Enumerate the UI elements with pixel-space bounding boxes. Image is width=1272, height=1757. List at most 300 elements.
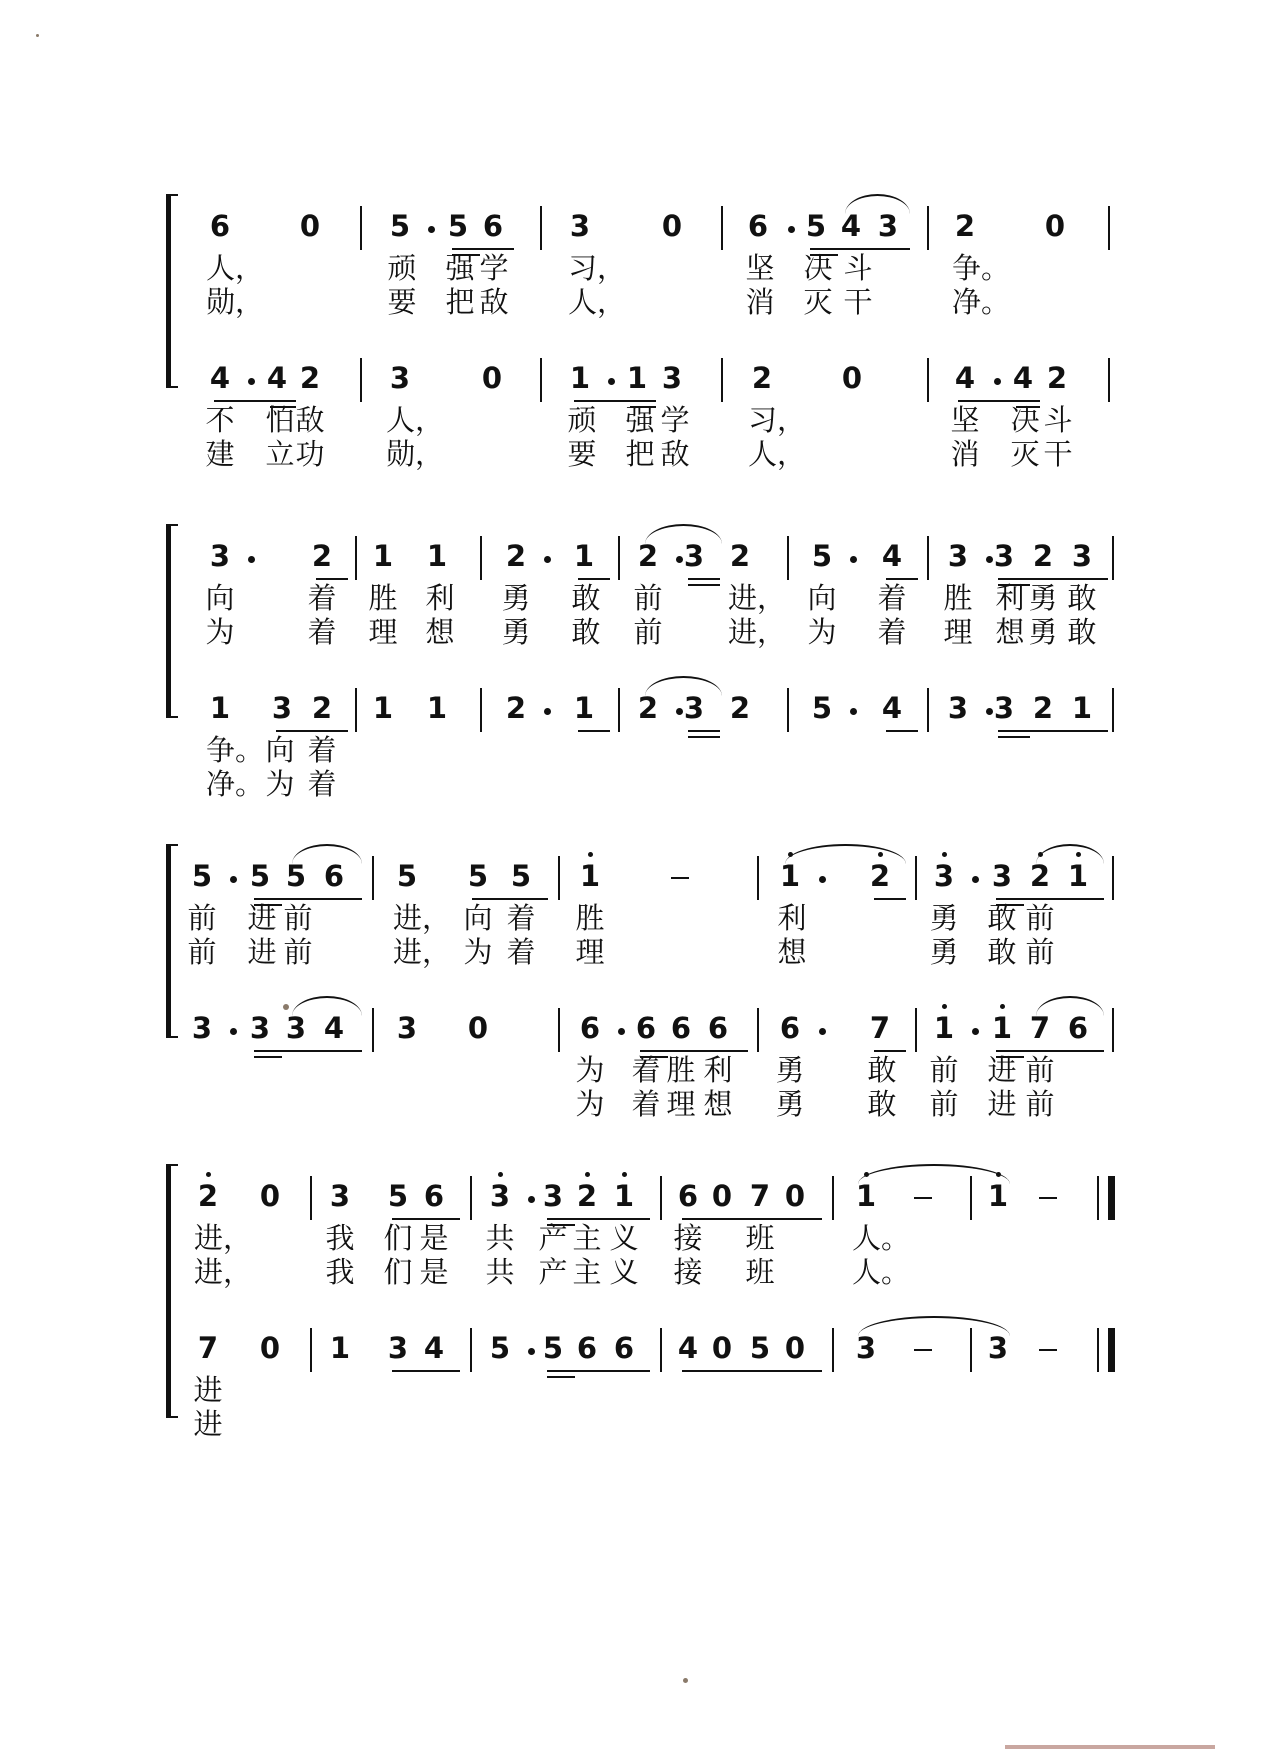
barline — [927, 206, 929, 250]
extension-dash — [671, 877, 689, 879]
barline — [832, 1176, 834, 1220]
note: 3 — [993, 539, 1015, 573]
barline — [1112, 1008, 1114, 1052]
extension-dash — [914, 1349, 932, 1351]
barline — [915, 856, 917, 900]
lyric-verse-1: 强 — [445, 251, 475, 285]
augmentation-dot — [544, 708, 551, 715]
lyric-verse-1: 向 — [265, 733, 295, 767]
lyric-verse-1: 班 — [745, 1221, 775, 1255]
lyric-verse-1: 前 — [1025, 1053, 1055, 1087]
augmentation-dot — [850, 708, 857, 715]
lyric-verse-2: 班 — [745, 1255, 775, 1289]
note: 3 — [387, 1331, 409, 1365]
note: 1 — [209, 691, 231, 725]
lyric-verse-2: 进 — [987, 1087, 1017, 1121]
lyric-verse-1: 人。 — [852, 1221, 911, 1255]
note: 0 — [661, 209, 683, 243]
beam-underline — [886, 730, 918, 732]
barline — [558, 1008, 560, 1052]
lyric-verse-2: 前 — [187, 935, 217, 969]
lyric-verse-2: 共 — [485, 1255, 515, 1289]
note: 1 — [329, 1331, 351, 1365]
lyric-verse-2: 勋， — [386, 437, 445, 471]
beam-underline-second — [547, 1376, 575, 1378]
lyric-verse-2: 消 — [745, 285, 775, 319]
lyric-verse-2: 勇 — [1028, 615, 1058, 649]
note: 3 — [947, 539, 969, 573]
lyric-verse-1: 斗 — [1043, 403, 1073, 437]
lyric-verse-1: 人， — [206, 251, 265, 285]
note: 2 — [729, 539, 751, 573]
note-high-octave: 1 — [777, 854, 803, 898]
lyric-verse-2: 勇 — [929, 935, 959, 969]
note-high-octave: 1 — [1065, 854, 1091, 898]
slur-arc — [1036, 996, 1104, 1016]
note: 1 — [426, 539, 448, 573]
note: 3 — [285, 1011, 307, 1045]
note: 7 — [1029, 1011, 1051, 1045]
lyric-verse-1: 勇 — [929, 901, 959, 935]
note: 3 — [542, 1179, 564, 1213]
voice-part — [0, 992, 1272, 1182]
note: 5 — [811, 691, 833, 725]
barline — [1112, 688, 1114, 732]
lyric-verse-2: 前 — [1025, 935, 1055, 969]
lyric-verse-2: 干 — [1043, 437, 1073, 471]
lyric-verse-1: 共 — [485, 1221, 515, 1255]
lyric-verse-1: 顽 — [387, 251, 417, 285]
lyric-verse-1: 我 — [325, 1221, 355, 1255]
lyric-verse-2: 人， — [568, 285, 627, 319]
note: 3 — [209, 539, 231, 573]
beam-underline — [998, 730, 1108, 732]
slur-arc — [292, 844, 362, 864]
slur-arc — [858, 1164, 1010, 1184]
note: 5 — [396, 859, 418, 893]
score-system — [0, 1160, 1272, 1441]
extension-dash — [1039, 1197, 1057, 1199]
score-system — [0, 190, 1272, 471]
beam-underline-second — [688, 736, 720, 738]
note: 1 — [573, 539, 595, 573]
note: 0 — [711, 1179, 733, 1213]
note: 3 — [991, 859, 1013, 893]
lyric-verse-2: 灭 — [803, 285, 833, 319]
scan-speck — [36, 34, 39, 37]
augmentation-dot — [788, 226, 795, 233]
augmentation-dot — [544, 556, 551, 563]
note: 0 — [841, 361, 863, 395]
beam-underline — [688, 730, 720, 732]
note-high-octave: 1 — [931, 1006, 957, 1050]
lyric-verse-2: 消 — [950, 437, 980, 471]
lyric-verse-2: 前 — [633, 615, 663, 649]
lyric-verse-2: 敢 — [987, 935, 1017, 969]
note: 3 — [329, 1179, 351, 1213]
note: 6 — [613, 1331, 635, 1365]
note: 5 — [805, 209, 827, 243]
note: 4 — [677, 1331, 699, 1365]
slur-arc — [292, 996, 362, 1016]
note: 6 — [1067, 1011, 1089, 1045]
lyric-verse-1: 决 — [1010, 403, 1040, 437]
note: 0 — [1044, 209, 1066, 243]
note: 5 — [191, 859, 213, 893]
note: 7 — [869, 1011, 891, 1045]
beam-underline — [682, 1370, 822, 1372]
beam-underline-second — [998, 736, 1030, 738]
note: 4 — [881, 691, 903, 725]
lyric-verse-1: 进， — [728, 581, 787, 615]
beam-underline-second — [688, 584, 720, 586]
barline — [480, 536, 482, 580]
lyric-verse-2: 着 — [307, 615, 337, 649]
note: 3 — [249, 1011, 271, 1045]
note: 0 — [481, 361, 503, 395]
barline — [355, 688, 357, 732]
note-high-octave: 3 — [487, 1174, 513, 1218]
barline — [618, 536, 620, 580]
extension-dash — [1039, 1349, 1057, 1351]
slur-arc — [858, 1316, 1010, 1336]
note: 2 — [505, 539, 527, 573]
note: 1 — [1071, 691, 1093, 725]
lyric-verse-2: 理 — [368, 615, 398, 649]
lyric-verse-2: 勇 — [501, 615, 531, 649]
lyric-verse-2: 把 — [445, 285, 475, 319]
lyric-verse-2: 人。 — [852, 1255, 911, 1289]
augmentation-dot — [428, 226, 435, 233]
note: 5 — [249, 859, 271, 893]
lyric-verse-1: 接 — [673, 1221, 703, 1255]
lyric-verse-1: 争。 — [952, 251, 1011, 285]
lyric-verse-1: 怕 — [265, 403, 295, 437]
lyric-verse-1: 胜 — [943, 581, 973, 615]
lyric-verse-1: 进 — [987, 1053, 1017, 1087]
note: 5 — [510, 859, 532, 893]
note: 4 — [423, 1331, 445, 1365]
note: 6 — [423, 1179, 445, 1213]
lyric-verse-1: 前 — [929, 1053, 959, 1087]
barline — [721, 358, 723, 402]
score-system — [0, 840, 1272, 1121]
lyric-verse-2: 净。 — [952, 285, 1011, 319]
augmentation-dot — [618, 1028, 625, 1035]
note: 2 — [299, 361, 321, 395]
note: 5 — [749, 1331, 771, 1365]
note: 5 — [447, 209, 469, 243]
note: 2 — [637, 691, 659, 725]
lyric-verse-2: 想 — [703, 1087, 733, 1121]
note: 2 — [751, 361, 773, 395]
augmentation-dot — [608, 378, 615, 385]
lyric-verse-1: 胜 — [575, 901, 605, 935]
barline — [1112, 856, 1114, 900]
note: 2 — [311, 691, 333, 725]
lyric-verse-1: 着 — [506, 901, 536, 935]
lyric-verse-1: 是 — [419, 1221, 449, 1255]
note: 4 — [881, 539, 903, 573]
lyric-verse-2: 把 — [625, 437, 655, 471]
note: 0 — [467, 1011, 489, 1045]
note: 2 — [1046, 361, 1068, 395]
lyric-verse-1: 前 — [283, 901, 313, 935]
note: 4 — [266, 361, 288, 395]
augmentation-dot — [850, 556, 857, 563]
note: 6 — [209, 209, 231, 243]
lyric-verse-2: 进， — [194, 1255, 253, 1289]
lyric-verse-1: 向 — [807, 581, 837, 615]
note: 0 — [259, 1179, 281, 1213]
note: 6 — [323, 859, 345, 893]
barline — [558, 856, 560, 900]
lyric-verse-2: 净。 — [206, 767, 265, 801]
augmentation-dot — [528, 1196, 535, 1203]
note: 3 — [396, 1011, 418, 1045]
barline — [540, 358, 542, 402]
beam-underline — [688, 578, 720, 580]
voice-part — [0, 342, 1272, 532]
lyric-verse-1: 敢 — [571, 581, 601, 615]
lyric-verse-1: 勇 — [775, 1053, 805, 1087]
barline — [660, 1328, 662, 1372]
lyric-verse-1: 前 — [1025, 901, 1055, 935]
lyric-verse-1: 胜 — [368, 581, 398, 615]
barline — [787, 536, 789, 580]
lyric-verse-1: 胜 — [666, 1053, 696, 1087]
note: 2 — [1032, 539, 1054, 573]
lyric-verse-2: 是 — [419, 1255, 449, 1289]
lyric-verse-1: 不 — [205, 403, 235, 437]
lyric-verse-2: 进， — [393, 935, 452, 969]
lyric-verse-2: 想 — [995, 615, 1025, 649]
lyric-verse-1: 前 — [187, 901, 217, 935]
lyric-verse-2: 着 — [877, 615, 907, 649]
note: 1 — [573, 691, 595, 725]
note: 2 — [637, 539, 659, 573]
lyric-verse-1: 习， — [568, 251, 627, 285]
lyric-verse-1: 进 — [247, 901, 277, 935]
lyric-verse-2: 勋， — [206, 285, 265, 319]
scan-speck — [283, 1004, 289, 1010]
note: 3 — [271, 691, 293, 725]
lyric-verse-2: 敢 — [1067, 615, 1097, 649]
beam-underline — [392, 1370, 460, 1372]
note: 1 — [626, 361, 648, 395]
barline — [470, 1176, 472, 1220]
note: 3 — [1071, 539, 1093, 573]
lyric-verse-1: 向 — [463, 901, 493, 935]
note: 6 — [707, 1011, 729, 1045]
barline — [372, 1008, 374, 1052]
note: 5 — [467, 859, 489, 893]
barline — [360, 358, 362, 402]
lyric-verse-1: 为 — [575, 1053, 605, 1087]
lyric-verse-2: 进 — [247, 935, 277, 969]
lyric-verse-2: 理 — [666, 1087, 696, 1121]
footer-watermark — [1005, 1745, 1215, 1749]
lyric-verse-2: 主 — [572, 1255, 602, 1289]
barline — [915, 1008, 917, 1052]
lyric-verse-1: 斗 — [843, 251, 873, 285]
lyric-verse-1: 勇 — [1028, 581, 1058, 615]
note: 3 — [877, 209, 899, 243]
beam-underline-second — [254, 1056, 282, 1058]
lyric-verse-1: 前 — [633, 581, 663, 615]
lyric-verse-2: 理 — [943, 615, 973, 649]
augmentation-dot — [819, 1028, 826, 1035]
lyric-verse-1: 进， — [393, 901, 452, 935]
lyric-verse-2: 理 — [575, 935, 605, 969]
barline — [832, 1328, 834, 1372]
voice-part — [0, 672, 1272, 862]
lyric-verse-2: 人， — [748, 437, 807, 471]
note: 0 — [784, 1179, 806, 1213]
note: 0 — [711, 1331, 733, 1365]
beam-underline — [547, 1370, 650, 1372]
barline — [721, 206, 723, 250]
lyric-verse-2: 立 — [265, 437, 295, 471]
barline — [927, 536, 929, 580]
lyric-verse-2: 们 — [383, 1255, 413, 1289]
barline — [1108, 358, 1110, 402]
augmentation-dot — [248, 556, 255, 563]
lyric-verse-2: 建 — [205, 437, 235, 471]
barline — [757, 856, 759, 900]
note: 3 — [993, 691, 1015, 725]
lyric-verse-1: 敌 — [295, 403, 325, 437]
note-high-octave: 1 — [853, 1174, 879, 1218]
barline — [1112, 536, 1114, 580]
voice-part — [0, 1312, 1272, 1502]
lyric-verse-2: 着 — [631, 1087, 661, 1121]
augmentation-dot — [972, 1028, 979, 1035]
lyric-verse-2: 着 — [307, 767, 337, 801]
lyric-verse-1: 主 — [572, 1221, 602, 1255]
beam-underline — [254, 1050, 362, 1052]
note: 4 — [954, 361, 976, 395]
barline — [470, 1328, 472, 1372]
lyric-verse-1: 强 — [625, 403, 655, 437]
lyric-verse-2: 为 — [265, 767, 295, 801]
note: 6 — [747, 209, 769, 243]
note: 6 — [635, 1011, 657, 1045]
lyric-verse-1: 利 — [777, 901, 807, 935]
note-high-octave: 2 — [195, 1174, 221, 1218]
lyric-verse-2: 为 — [575, 1087, 605, 1121]
note: 0 — [299, 209, 321, 243]
final-barline — [1108, 1176, 1115, 1220]
lyric-verse-2: 为 — [463, 935, 493, 969]
augmentation-dot — [230, 1028, 237, 1035]
lyric-verse-1: 学 — [479, 251, 509, 285]
lyric-verse-2: 功 — [295, 437, 325, 471]
lyric-verse-1: 勇 — [501, 581, 531, 615]
note: 5 — [542, 1331, 564, 1365]
lyric-verse-1: 义 — [609, 1221, 639, 1255]
note: 0 — [259, 1331, 281, 1365]
lyric-verse-1: 争。 — [206, 733, 265, 767]
note: 3 — [947, 691, 969, 725]
note: 1 — [372, 539, 394, 573]
lyric-verse-2: 要 — [567, 437, 597, 471]
note-high-octave: 1 — [989, 1006, 1015, 1050]
lyric-verse-1: 决 — [803, 251, 833, 285]
lyric-verse-1: 着 — [877, 581, 907, 615]
lyric-verse-2: 义 — [609, 1255, 639, 1289]
lyric-verse-1: 敢 — [987, 901, 1017, 935]
lyric-verse-2: 干 — [843, 285, 873, 319]
slur-arc — [785, 844, 906, 864]
note: 2 — [729, 691, 751, 725]
lyric-verse-2: 着 — [506, 935, 536, 969]
note: 6 — [677, 1179, 699, 1213]
lyric-verse-1: 坚 — [950, 403, 980, 437]
note-high-octave: 2 — [867, 854, 893, 898]
barline — [618, 688, 620, 732]
note-high-octave: 1 — [985, 1174, 1011, 1218]
lyric-verse-1: 们 — [383, 1221, 413, 1255]
final-barline — [1108, 1328, 1115, 1372]
lyric-verse-2: 为 — [807, 615, 837, 649]
barline — [480, 688, 482, 732]
note: 2 — [1032, 691, 1054, 725]
lyric-verse-2: 接 — [673, 1255, 703, 1289]
barline — [355, 536, 357, 580]
lyric-verse-2: 灭 — [1010, 437, 1040, 471]
lyric-verse-1: 利 — [703, 1053, 733, 1087]
note: 3 — [389, 361, 411, 395]
note: 3 — [569, 209, 591, 243]
lyric-verse-1: 着 — [631, 1053, 661, 1087]
lyric-verse-2: 前 — [1025, 1087, 1055, 1121]
barline — [660, 1176, 662, 1220]
barline — [757, 1008, 759, 1052]
note: 3 — [683, 691, 705, 725]
note: 3 — [855, 1331, 877, 1365]
lyric-verse-1: 产 — [538, 1221, 568, 1255]
note: 3 — [987, 1331, 1009, 1365]
note: 5 — [387, 1179, 409, 1213]
lyric-verse-1: 人， — [386, 403, 445, 437]
note: 4 — [209, 361, 231, 395]
lyric-verse-1: 敢 — [1067, 581, 1097, 615]
note: 3 — [191, 1011, 213, 1045]
augmentation-dot — [819, 876, 826, 883]
barline — [310, 1328, 312, 1372]
note: 1 — [372, 691, 394, 725]
augmentation-dot — [230, 876, 237, 883]
lyric-verse-1: 着 — [307, 581, 337, 615]
lyric-verse-2: 进 — [193, 1407, 223, 1441]
lyric-verse-2: 为 — [205, 615, 235, 649]
note: 2 — [311, 539, 333, 573]
beam-underline — [578, 730, 610, 732]
lyric-verse-1: 利 — [425, 581, 455, 615]
lyric-verse-1: 学 — [660, 403, 690, 437]
lyric-verse-1: 利 — [995, 581, 1025, 615]
note-high-octave: 1 — [611, 1174, 637, 1218]
note: 4 — [1012, 361, 1034, 395]
augmentation-dot — [994, 378, 1001, 385]
note: 6 — [579, 1011, 601, 1045]
scan-speck — [683, 1678, 688, 1683]
note: 6 — [670, 1011, 692, 1045]
lyric-verse-2: 前 — [929, 1087, 959, 1121]
note: 2 — [505, 691, 527, 725]
note: 5 — [285, 859, 307, 893]
